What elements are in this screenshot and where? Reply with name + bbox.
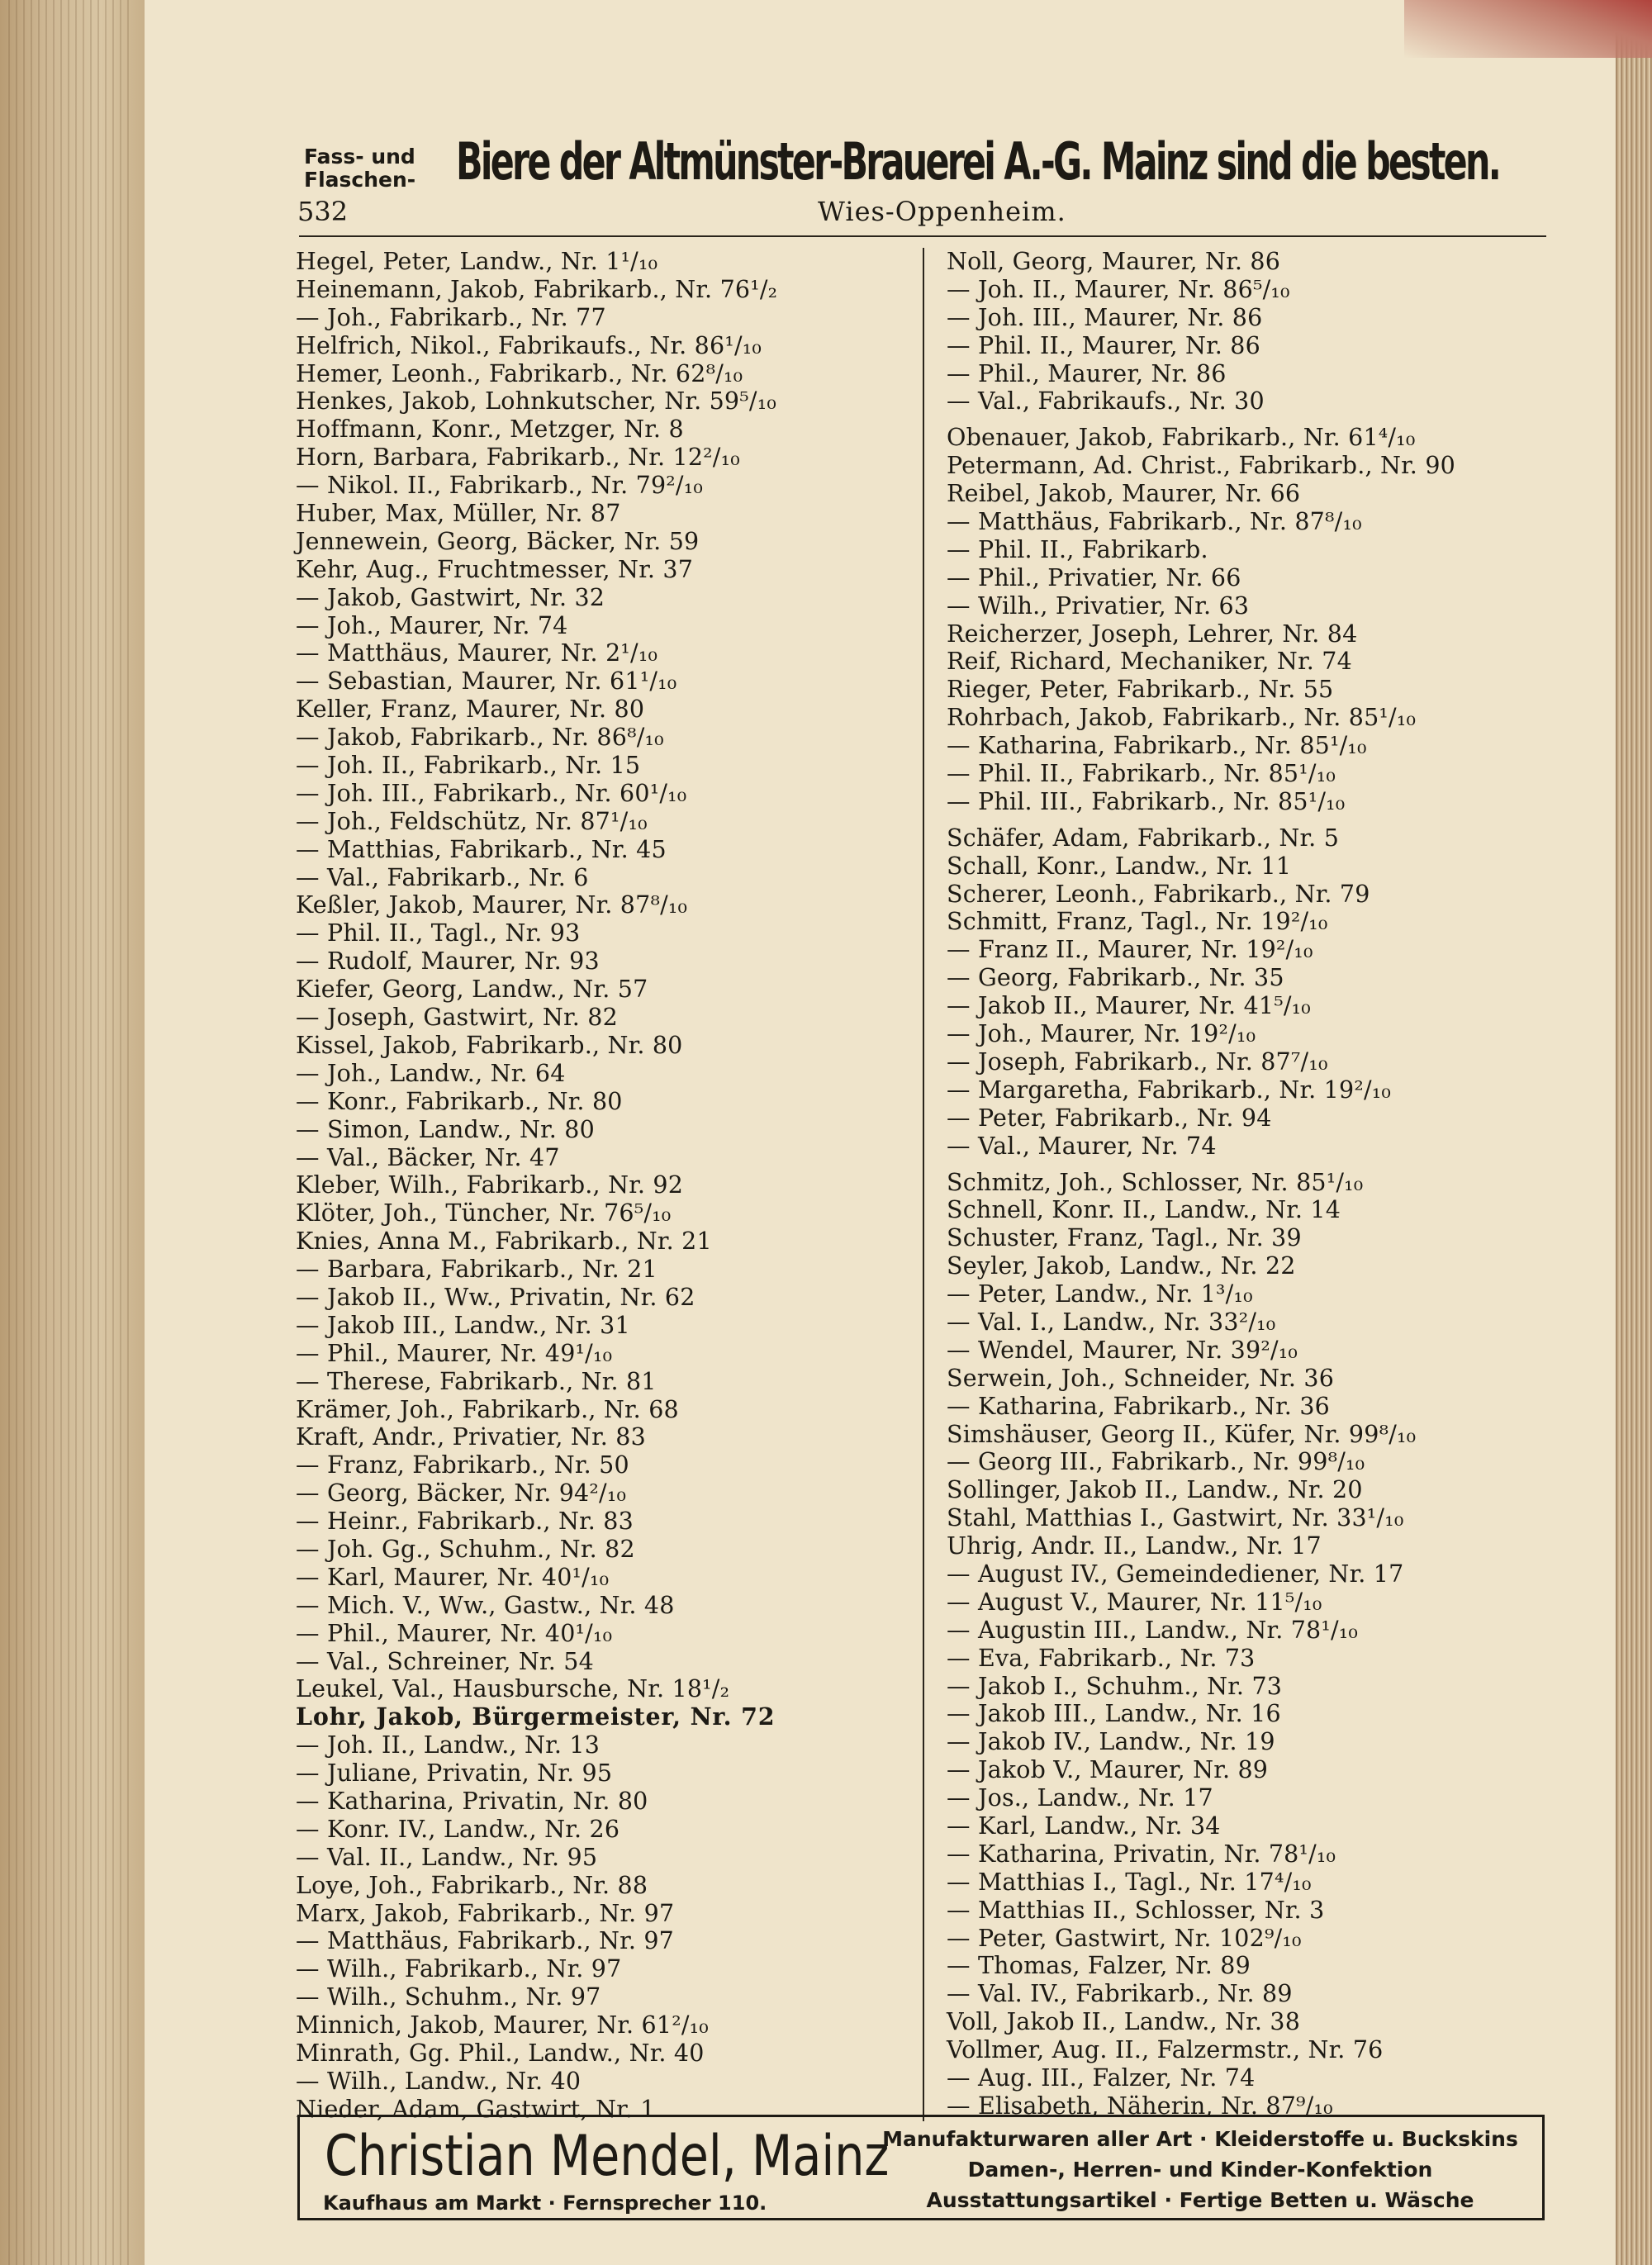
directory-entry: Klöter, Joh., Tüncher, Nr. 76⁵/₁₀ xyxy=(296,1199,672,1227)
directory-entry: Keller, Franz, Maurer, Nr. 80 xyxy=(296,696,645,724)
directory-entry: Rieger, Peter, Fabrikarb., Nr. 55 xyxy=(947,676,1334,704)
directory-entry: Kleber, Wilh., Fabrikarb., Nr. 92 xyxy=(296,1171,684,1199)
directory-entry: — Karl, Landw., Nr. 34 xyxy=(947,1812,1221,1840)
directory-entry: — Thomas, Falzer, Nr. 89 xyxy=(947,1952,1251,1980)
directory-entry: — Wendel, Maurer, Nr. 39²/₁₀ xyxy=(947,1336,1298,1364)
directory-entry: — Joh. III., Maurer, Nr. 86 xyxy=(947,303,1263,331)
directory-entry: Schmitz, Joh., Schlosser, Nr. 85¹/₁₀ xyxy=(947,1168,1364,1196)
directory-entry: — Matthäus, Fabrikarb., Nr. 97 xyxy=(296,1927,675,1955)
directory-entry: — Phil., Privatier, Nr. 66 xyxy=(947,563,1241,591)
directory-entry: Kehr, Aug., Fruchtmesser, Nr. 37 xyxy=(296,555,694,583)
directory-entry: — Jakob IV., Landw., Nr. 19 xyxy=(947,1728,1275,1756)
directory-entry: — Katharina, Privatin, Nr. 80 xyxy=(296,1787,648,1815)
directory-entry: — Nikol. II., Fabrikarb., Nr. 79²/₁₀ xyxy=(296,472,703,500)
directory-entry: — Franz II., Maurer, Nr. 19²/₁₀ xyxy=(947,936,1313,964)
directory-entry: — Val., Fabrikaufs., Nr. 30 xyxy=(947,387,1265,415)
directory-entry: — Matthäus, Fabrikarb., Nr. 87⁸/₁₀ xyxy=(947,508,1362,536)
directory-entry: Kissel, Jakob, Fabrikarb., Nr. 80 xyxy=(296,1031,683,1059)
directory-entry: — Margaretha, Fabrikarb., Nr. 19²/₁₀ xyxy=(947,1076,1392,1104)
directory-entry: Reibel, Jakob, Maurer, Nr. 66 xyxy=(947,480,1301,508)
directory-entry: Schall, Konr., Landw., Nr. 11 xyxy=(947,852,1292,880)
directory-entry: Reif, Richard, Mechaniker, Nr. 74 xyxy=(947,648,1352,676)
directory-entry: — Wilh., Privatier, Nr. 63 xyxy=(947,591,1250,620)
directory-entry: — Jakob, Fabrikarb., Nr. 86⁸/₁₀ xyxy=(296,724,664,752)
header-small-line-1: Fass- und xyxy=(304,145,415,169)
directory-entry: Hemer, Leonh., Fabrikarb., Nr. 62⁸/₁₀ xyxy=(296,359,743,387)
directory-entry: Huber, Max, Müller, Nr. 87 xyxy=(296,500,621,528)
directory-entry: — Rudolf, Maurer, Nr. 93 xyxy=(296,947,600,976)
directory-entry: — Peter, Gastwirt, Nr. 102⁹/₁₀ xyxy=(947,1924,1302,1952)
directory-entry: Reicherzer, Joseph, Lehrer, Nr. 84 xyxy=(947,620,1358,648)
directory-entry: — Joh., Maurer, Nr. 74 xyxy=(296,611,568,639)
directory-entry: — Augustin III., Landw., Nr. 78¹/₁₀ xyxy=(947,1616,1359,1644)
directory-entry: — Barbara, Fabrikarb., Nr. 21 xyxy=(296,1256,657,1284)
directory-entry: — Simon, Landw., Nr. 80 xyxy=(296,1115,595,1143)
directory-entry: Horn, Barbara, Fabrikarb., Nr. 12²/₁₀ xyxy=(296,444,740,472)
directory-entry: Krämer, Joh., Fabrikarb., Nr. 68 xyxy=(296,1395,679,1423)
directory-entry: — Joh. II., Landw., Nr. 13 xyxy=(296,1731,601,1759)
directory-entry: — Franz, Fabrikarb., Nr. 50 xyxy=(296,1451,629,1479)
directory-entry: — Jakob, Gastwirt, Nr. 32 xyxy=(296,583,605,611)
left-directory-column xyxy=(296,248,915,2124)
directory-entry: — Karl, Maurer, Nr. 40¹/₁₀ xyxy=(296,1563,610,1591)
directory-entry: — Therese, Fabrikarb., Nr. 81 xyxy=(296,1367,657,1395)
directory-entry: — Jakob III., Landw., Nr. 31 xyxy=(296,1311,630,1339)
directory-entry: — Jakob II., Maurer, Nr. 41⁵/₁₀ xyxy=(947,992,1311,1020)
directory-entry: Voll, Jakob II., Landw., Nr. 38 xyxy=(947,2008,1301,2036)
directory-entry: — Heinr., Fabrikarb., Nr. 83 xyxy=(296,1508,634,1536)
header-banner: Biere der Altmünster-Brauerei A.-G. Mainz sind die besten. xyxy=(456,131,1500,192)
directory-entry: Nieder, Adam, Gastwirt, Nr. 1 xyxy=(296,2095,656,2123)
advert-line-2: Damen-, Herren- und Kinder-Konfektion xyxy=(967,2158,1433,2182)
directory-entry: — Joh. II., Maurer, Nr. 86⁵/₁₀ xyxy=(947,275,1290,303)
running-head: Wies-Oppenheim. xyxy=(818,196,1066,227)
directory-entry: Leukel, Val., Hausbursche, Nr. 18¹/₂ xyxy=(296,1675,730,1703)
directory-entry: — Joseph, Fabrikarb., Nr. 87⁷/₁₀ xyxy=(947,1047,1328,1076)
directory-entry: — Joh. Gg., Schuhm., Nr. 82 xyxy=(296,1535,635,1563)
directory-entry: Seyler, Jakob, Landw., Nr. 22 xyxy=(947,1252,1296,1280)
directory-entry: — Jakob I., Schuhm., Nr. 73 xyxy=(947,1672,1283,1700)
directory-entry: — Matthias II., Schlosser, Nr. 3 xyxy=(947,1896,1325,1924)
directory-entry: — Val., Maurer, Nr. 74 xyxy=(947,1132,1217,1160)
directory-entry: — Val., Schreiner, Nr. 54 xyxy=(296,1647,594,1675)
directory-entry: — Jakob V., Maurer, Nr. 89 xyxy=(947,1756,1269,1784)
directory-entry: Uhrig, Andr. II., Landw., Nr. 17 xyxy=(947,1532,1322,1560)
directory-entry: — Matthäus, Maurer, Nr. 2¹/₁₀ xyxy=(296,639,658,667)
directory-entry: — Joh., Landw., Nr. 64 xyxy=(296,1059,566,1087)
directory-entry: — Phil., Maurer, Nr. 86 xyxy=(947,359,1227,387)
directory-entry: Hoffmann, Konr., Metzger, Nr. 8 xyxy=(296,415,684,444)
directory-entry: — Joh. II., Fabrikarb., Nr. 15 xyxy=(296,752,641,780)
directory-entry: — Joh., Feldschütz, Nr. 87¹/₁₀ xyxy=(296,807,648,835)
directory-entry: — Matthias, Fabrikarb., Nr. 45 xyxy=(296,835,667,863)
directory-entry: — Eva, Fabrikarb., Nr. 73 xyxy=(947,1644,1256,1672)
column-divider xyxy=(923,248,924,2121)
directory-entry: — Jos., Landw., Nr. 17 xyxy=(947,1784,1213,1812)
directory-entry: — Val., Bäcker, Nr. 47 xyxy=(296,1143,560,1171)
page-right-edge xyxy=(1616,0,1652,2265)
directory-entry: — Aug. III., Falzer, Nr. 74 xyxy=(947,2064,1256,2092)
advert-company-name: Christian Mendel, Mainz xyxy=(325,2124,890,2189)
directory-entry: — Val. IV., Fabrikarb., Nr. 89 xyxy=(947,1980,1293,2008)
directory-entry: Kraft, Andr., Privatier, Nr. 83 xyxy=(296,1423,646,1451)
directory-entry: — Katharina, Privatin, Nr. 78¹/₁₀ xyxy=(947,1840,1336,1868)
directory-entry: — Val. I., Landw., Nr. 33²/₁₀ xyxy=(947,1308,1276,1336)
directory-entry: — Phil. II., Tagl., Nr. 93 xyxy=(296,919,581,947)
directory-entry: — Joh. III., Fabrikarb., Nr. 60¹/₁₀ xyxy=(296,779,687,807)
directory-entry: Minnich, Jakob, Maurer, Nr. 61²/₁₀ xyxy=(296,2011,709,2039)
directory-entry: Obenauer, Jakob, Fabrikarb., Nr. 61⁴/₁₀ xyxy=(947,424,1416,452)
directory-entry: Noll, Georg, Maurer, Nr. 86 xyxy=(947,248,1281,275)
directory-entry: — Phil. III., Fabrikarb., Nr. 85¹/₁₀ xyxy=(947,787,1346,815)
directory-entry: — Val. II., Landw., Nr. 95 xyxy=(296,1843,598,1871)
directory-entry: Vollmer, Aug. II., Falzermstr., Nr. 76 xyxy=(947,2036,1384,2064)
directory-entry: Jennewein, Georg, Bäcker, Nr. 59 xyxy=(296,527,700,555)
directory-entry: Hegel, Peter, Landw., Nr. 1¹/₁₀ xyxy=(296,248,658,275)
directory-entry: Schmitt, Franz, Tagl., Nr. 19²/₁₀ xyxy=(947,908,1328,936)
directory-entry: — Wilh., Fabrikarb., Nr. 97 xyxy=(296,1955,622,1983)
directory-entry: — August V., Maurer, Nr. 11⁵/₁₀ xyxy=(947,1588,1322,1616)
directory-entry: — Katharina, Fabrikarb., Nr. 85¹/₁₀ xyxy=(947,732,1367,760)
directory-entry: Petermann, Ad. Christ., Fabrikarb., Nr. 90 xyxy=(947,452,1455,480)
advert-line-3: Ausstattungsartikel · Fertige Betten u. Wäsche xyxy=(926,2188,1474,2212)
directory-entry: — Georg, Fabrikarb., Nr. 35 xyxy=(947,964,1284,992)
directory-entry: — Peter, Landw., Nr. 1³/₁₀ xyxy=(947,1280,1253,1308)
directory-entry: — Konr. IV., Landw., Nr. 26 xyxy=(296,1815,620,1843)
directory-entry: Minrath, Gg. Phil., Landw., Nr. 40 xyxy=(296,2039,705,2067)
advert-line-1: Manufakturwaren aller Art · Kleiderstoffe u. Buckskins xyxy=(882,2127,1518,2151)
directory-entry: Schäfer, Adam, Fabrikarb., Nr. 5 xyxy=(947,824,1340,852)
directory-entry: Knies, Anna M., Fabrikarb., Nr. 21 xyxy=(296,1227,712,1256)
directory-entry: Helfrich, Nikol., Fabrikaufs., Nr. 86¹/₁₀ xyxy=(296,331,762,359)
advert-product-lines xyxy=(862,2124,1539,2215)
directory-entry: — Matthias I., Tagl., Nr. 17⁴/₁₀ xyxy=(947,1868,1312,1896)
directory-entry: Heinemann, Jakob, Fabrikarb., Nr. 76¹/₂ xyxy=(296,275,778,303)
directory-entry: — Konr., Fabrikarb., Nr. 80 xyxy=(296,1087,623,1115)
directory-entry: — Wilh., Schuhm., Nr. 97 xyxy=(296,1983,601,2011)
directory-entry: — Wilh., Landw., Nr. 40 xyxy=(296,2067,582,2095)
directory-entry: Henkes, Jakob, Lohnkutscher, Nr. 59⁵/₁₀ xyxy=(296,387,776,415)
directory-entry: Keßler, Jakob, Maurer, Nr. 87⁸/₁₀ xyxy=(296,891,688,919)
directory-entry: — Phil. II., Maurer, Nr. 86 xyxy=(947,331,1260,359)
directory-entry: — Val., Fabrikarb., Nr. 6 xyxy=(296,863,589,891)
header-small-label xyxy=(304,145,444,192)
directory-entry: — Phil., Maurer, Nr. 40¹/₁₀ xyxy=(296,1619,613,1647)
advert-box xyxy=(297,2115,1545,2220)
page-stack-lines xyxy=(8,0,132,2265)
header-small-line-2: Flaschen- xyxy=(304,168,416,192)
directory-entry: Scherer, Leonh., Fabrikarb., Nr. 79 xyxy=(947,880,1370,908)
directory-entry: — Mich. V., Ww., Gastw., Nr. 48 xyxy=(296,1591,675,1619)
directory-entry: Stahl, Matthias I., Gastwirt, Nr. 33¹/₁₀ xyxy=(947,1504,1404,1532)
directory-entry: Sollinger, Jakob II., Landw., Nr. 20 xyxy=(947,1476,1363,1504)
directory-entry: — Joh., Maurer, Nr. 19²/₁₀ xyxy=(947,1020,1256,1048)
directory-entry: — Phil. II., Fabrikarb. xyxy=(947,535,1208,563)
directory-entry: — Sebastian, Maurer, Nr. 61¹/₁₀ xyxy=(296,667,677,696)
directory-entry: — Joh., Fabrikarb., Nr. 77 xyxy=(296,303,606,331)
directory-entry: Lohr, Jakob, Bürgermeister, Nr. 72 xyxy=(296,1702,776,1731)
directory-entry: Serwein, Joh., Schneider, Nr. 36 xyxy=(947,1364,1335,1392)
directory-entry: — Joseph, Gastwirt, Nr. 82 xyxy=(296,1004,618,1032)
directory-entry: Kiefer, Georg, Landw., Nr. 57 xyxy=(296,976,648,1004)
header-rule xyxy=(299,235,1546,237)
directory-entry: — Elisabeth, Näherin, Nr. 87⁹/₁₀ xyxy=(947,2092,1333,2120)
directory-entry: — Georg III., Fabrikarb., Nr. 99⁸/₁₀ xyxy=(947,1448,1365,1476)
right-directory-column xyxy=(947,248,1550,2120)
directory-entry: Rohrbach, Jakob, Fabrikarb., Nr. 85¹/₁₀ xyxy=(947,704,1417,732)
directory-entry: Loye, Joh., Fabrikarb., Nr. 88 xyxy=(296,1871,648,1899)
directory-entry: — Jakob II., Ww., Privatin, Nr. 62 xyxy=(296,1283,695,1311)
directory-entry: — Jakob III., Landw., Nr. 16 xyxy=(947,1700,1281,1728)
directory-entry: Simshäuser, Georg II., Küfer, Nr. 99⁸/₁₀ xyxy=(947,1420,1417,1448)
directory-entry: — Phil., Maurer, Nr. 49¹/₁₀ xyxy=(296,1339,613,1367)
advert-address: Kaufhaus am Markt · Fernsprecher 110. xyxy=(323,2191,767,2215)
directory-entry: — August IV., Gemeindediener, Nr. 17 xyxy=(947,1560,1404,1588)
directory-entry: — Georg, Bäcker, Nr. 94²/₁₀ xyxy=(296,1479,627,1508)
directory-entry: — Peter, Fabrikarb., Nr. 94 xyxy=(947,1104,1272,1132)
book-corner-mark xyxy=(1404,0,1652,58)
directory-entry: — Phil. II., Fabrikarb., Nr. 85¹/₁₀ xyxy=(947,760,1336,788)
directory-entry: Marx, Jakob, Fabrikarb., Nr. 97 xyxy=(296,1899,675,1927)
directory-entry: Schuster, Franz, Tagl., Nr. 39 xyxy=(947,1224,1302,1252)
page-number: 532 xyxy=(297,196,349,227)
directory-entry: — Juliane, Privatin, Nr. 95 xyxy=(296,1759,613,1788)
directory-entry: Schnell, Konr. II., Landw., Nr. 14 xyxy=(947,1196,1341,1224)
directory-entry: — Katharina, Fabrikarb., Nr. 36 xyxy=(947,1392,1330,1420)
